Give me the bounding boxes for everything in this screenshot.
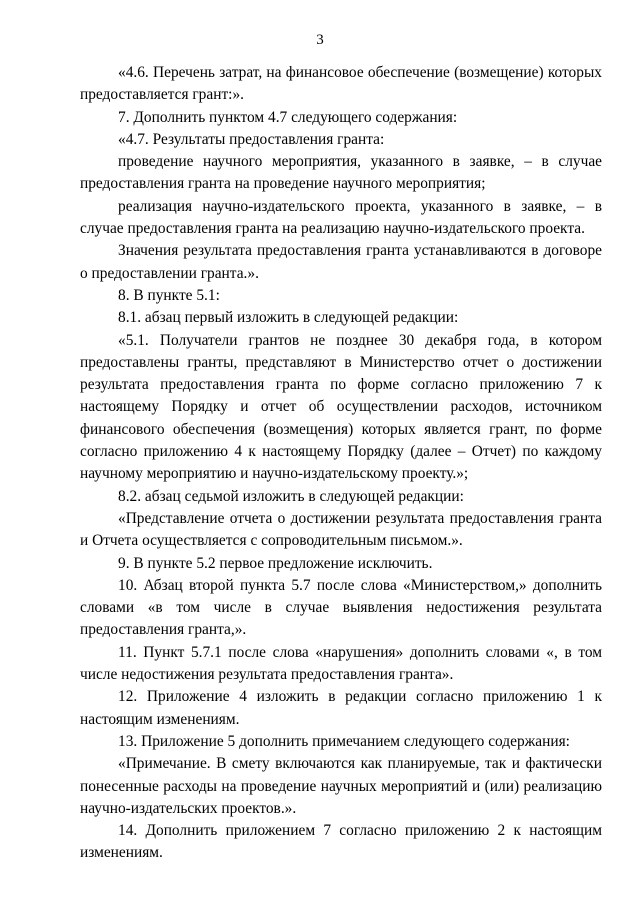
paragraph-item-14: 14. Дополнить приложением 7 согласно приложению 2 к настоящим изменениям. bbox=[80, 822, 602, 862]
paragraph-item-11: 11. Пункт 5.7.1 после слова «нарушения» дополнить словами «, в том числе недостижения результата предоставления гранта». bbox=[80, 643, 602, 684]
paragraph-4-7: «4.7. Результаты предоставления гранта: bbox=[118, 130, 385, 148]
paragraph-item-10: 10. Абзац второй пункта 5.7 после слова «Министерством,» дополнить словами «в том числе в случае выявления недостижения результата предоставления гранта,». bbox=[80, 576, 602, 639]
paragraph-note: «Примечание. В смету включаются как планируемые, так и фактически понесенные расходы на проведение научных мероприятий и (или) реализацию научно-издательских проектов.». bbox=[80, 755, 602, 817]
paragraph-result-project: реализация научно-издательского проекта, указанного в заявке, – в случае предоставления гранта на реализацию научно-издательского проекта. bbox=[80, 197, 602, 238]
page-number: 3 bbox=[316, 32, 324, 48]
paragraph-item-8-1: 8.1. абзац первый изложить в следующей редакции: bbox=[118, 309, 459, 327]
paragraph-item-8: 8. В пункте 5.1: bbox=[118, 286, 220, 304]
paragraph-result-event: проведение научного мероприятия, указанного в заявке, – в случае предоставления гранта на проведение научного мероприятия; bbox=[80, 153, 602, 193]
paragraph-report-submission: «Представление отчета о достижении результата предоставления гранта и Отчета осуществляется с сопроводительным письмом.». bbox=[80, 509, 602, 550]
paragraph-4-6: «4.6. Перечень затрат, на финансовое обеспечение (возмещение) которых предоставляется грант:». bbox=[80, 64, 602, 104]
paragraph-item-12: 12. Приложение 4 изложить в редакции согласно приложению 1 к настоящим изменениям. bbox=[80, 688, 602, 728]
paragraph-item-8-2: 8.2. абзац седьмой изложить в следующей редакции: bbox=[118, 487, 464, 505]
paragraph-result-values: Значения результата предоставления гранта устанавливаются в договоре о предоставлении гранта.». bbox=[80, 242, 602, 282]
paragraph-item-9: 9. В пункте 5.2 первое предложение исключить. bbox=[118, 554, 433, 572]
paragraph-5-1: «5.1. Получатели грантов не позднее 30 декабря года, в котором предоставлены гранты, представляют в Министерство отчет о достижении результата предоставления гранта по форме согласно приложению 7 к настоящему Порядку и отчет об осуществлении расходов, источником финансового обеспечения (возмещения) которых является грант, по форме согласно приложению 4 к настоящему Порядку (далее – Отчет) по каждому научному мероприятию и научно-издательскому проекту.»; bbox=[80, 331, 602, 483]
paragraph-item-7: 7. Дополнить пунктом 4.7 следующего содержания: bbox=[118, 108, 458, 126]
document-body bbox=[80, 62, 602, 865]
paragraph-item-13: 13. Приложение 5 дополнить примечанием следующего содержания: bbox=[118, 732, 570, 750]
